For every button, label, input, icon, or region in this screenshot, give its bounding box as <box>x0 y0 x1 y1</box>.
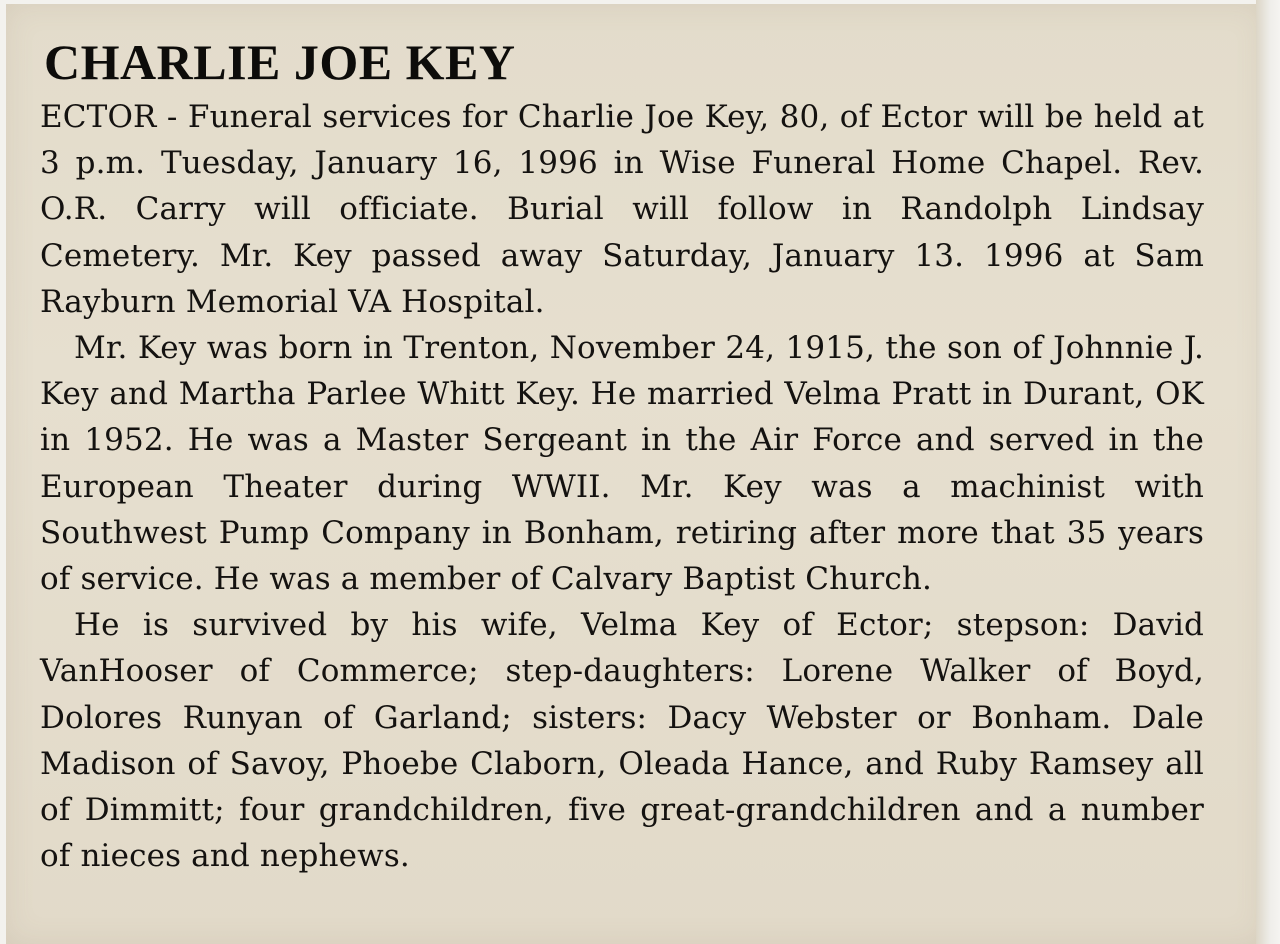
obituary-paragraph-services: ECTOR - Funeral services for Charlie Joe Key, 80, of Ector will be held at 3 p.m. Tuesday, January 16, 1996 in Wise Funeral Home Chapel. Rev. O.R. Carry will officiate. Burial will follow in Randolph Lindsay Cemetery. Mr. Key passed away Saturday, January 13. 1996 at Sam Rayburn Memorial VA Hospital. <box>40 99 1204 320</box>
obituary-paragraph-biography: Mr. Key was born in Trenton, November 24, 1915, the son of Johnnie J. Key and Martha Parlee Whitt Key. He married Velma Pratt in Durant, OK in 1952. He was a Master Sergeant in the Air Force and served in the European Theater during WWII. Mr. Key was a machinist with Southwest Pump Company in Bonham, retiring after more that 35 years of service. He was a member of Calvary Baptist Church. <box>40 330 1204 598</box>
obituary-article <box>40 30 1204 879</box>
obituary-paragraph-survivors: He is survived by his wife, Velma Key of Ector; stepson: David VanHooser of Commerce; step-daughters: Lorene Walker of Boyd, Dolores Runyan of Garland; sisters: Dacy Webster or Bonham. Dale Madison of Savoy, Phoebe Claborn, Oleada Hance, and Ruby Ramsey all of Dimmitt; four grandchildren, five great-grandchildren and a number of nieces and nephews. <box>40 607 1204 875</box>
clipping-edge <box>1256 0 1280 944</box>
obituary-headline: CHARLIE JOE KEY <box>44 34 516 90</box>
